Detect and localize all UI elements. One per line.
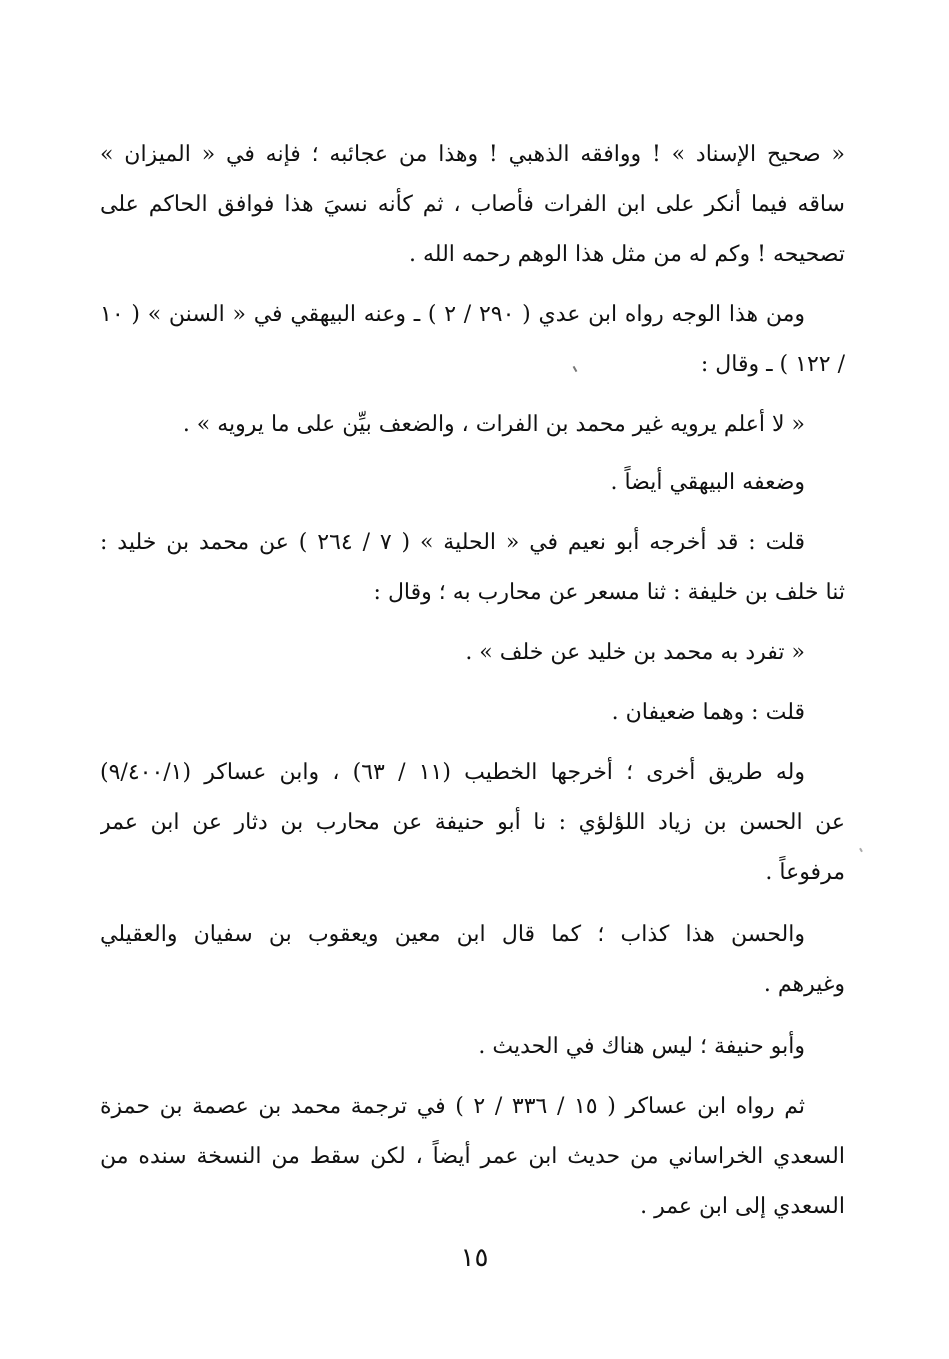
text-line: « لا أعلم يرويه غير محمد بن الفرات ، والضعف بيِّن على ما يرويه » .	[182, 412, 805, 437]
paragraph-4	[100, 458, 845, 508]
paragraph-5	[100, 518, 845, 618]
text-line: وغيرهم .	[763, 972, 845, 997]
paragraph-1	[100, 130, 845, 280]
text-line: ساقه فيما أنكر على ابن الفرات فأصاب ، ثم كأنه نسيَ هذا فوافق الحاكم على	[100, 192, 845, 217]
paragraph-8	[100, 748, 845, 898]
text-line: مرفوعاً .	[765, 860, 845, 885]
text-line: / ١٢٢ ) ـ وقال :	[700, 352, 845, 377]
text-line: وضعفه البيهقي أيضاً .	[610, 470, 805, 495]
paragraph-3-quote	[100, 400, 845, 450]
text-line: ومن هذا الوجه رواه ابن عدي ( ٢٩٠ / ٢ ) ـ وعنه البيهقي في « السنن » ( ١٠	[100, 302, 805, 327]
text-line: السعدي إلى ابن عمر .	[640, 1194, 845, 1219]
text-line: قلت : قد أخرجه أبو نعيم في « الحلية » ( ٧ / ٢٦٤ ) عن محمد بن خليد :	[100, 530, 805, 555]
paragraph-2	[100, 290, 845, 390]
text-line: عن الحسن بن زياد اللؤلؤي : نا أبو حنيفة عن محارب بن دثار عن ابن عمر	[100, 810, 845, 835]
paragraph-10	[100, 1022, 845, 1072]
page-number: ١٥	[460, 1243, 489, 1273]
text-line: السعدي الخراساني من حديث ابن عمر أيضاً ، لكن سقط من النسخة سنده من	[100, 1144, 845, 1169]
scan-speck	[859, 848, 863, 852]
text-line: ثم رواه ابن عساكر ( ١٥ / ٣٣٦ / ٢ ) في ترجمة محمد بن عصمة بن حمزة	[100, 1094, 805, 1119]
paragraph-9	[100, 910, 845, 1010]
text-line: وأبو حنيفة ؛ ليس هناك في الحديث .	[478, 1034, 805, 1059]
text-line: قلت : وهما ضعيفان .	[611, 700, 805, 725]
text-line: « صحيح الإسناد » ! ووافقه الذهبي ! وهذا من عجائبه ؛ فإنه في « الميزان »	[100, 142, 845, 167]
paragraph-7	[100, 688, 845, 738]
text-line: تصحيحه ! وكم له من مثل هذا الوهم رحمه الله .	[409, 242, 845, 267]
paragraph-6-quote	[100, 628, 845, 678]
text-line: ثنا خلف بن خليفة : ثنا مسعر عن محارب به ؛ وقال :	[373, 580, 845, 605]
text-line: « تفرد به محمد بن خليد عن خلف » .	[465, 640, 805, 665]
text-line: وله طريق أخرى ؛ أخرجها الخطيب (١١ / ٦٣) ، وابن عساكر (٩/٤٠٠/١)	[100, 760, 805, 785]
text-line: والحسن هذا كذاب ؛ كما قال ابن معين ويعقوب بن سفيان والعقيلي	[100, 922, 805, 947]
paragraph-11	[100, 1082, 845, 1232]
